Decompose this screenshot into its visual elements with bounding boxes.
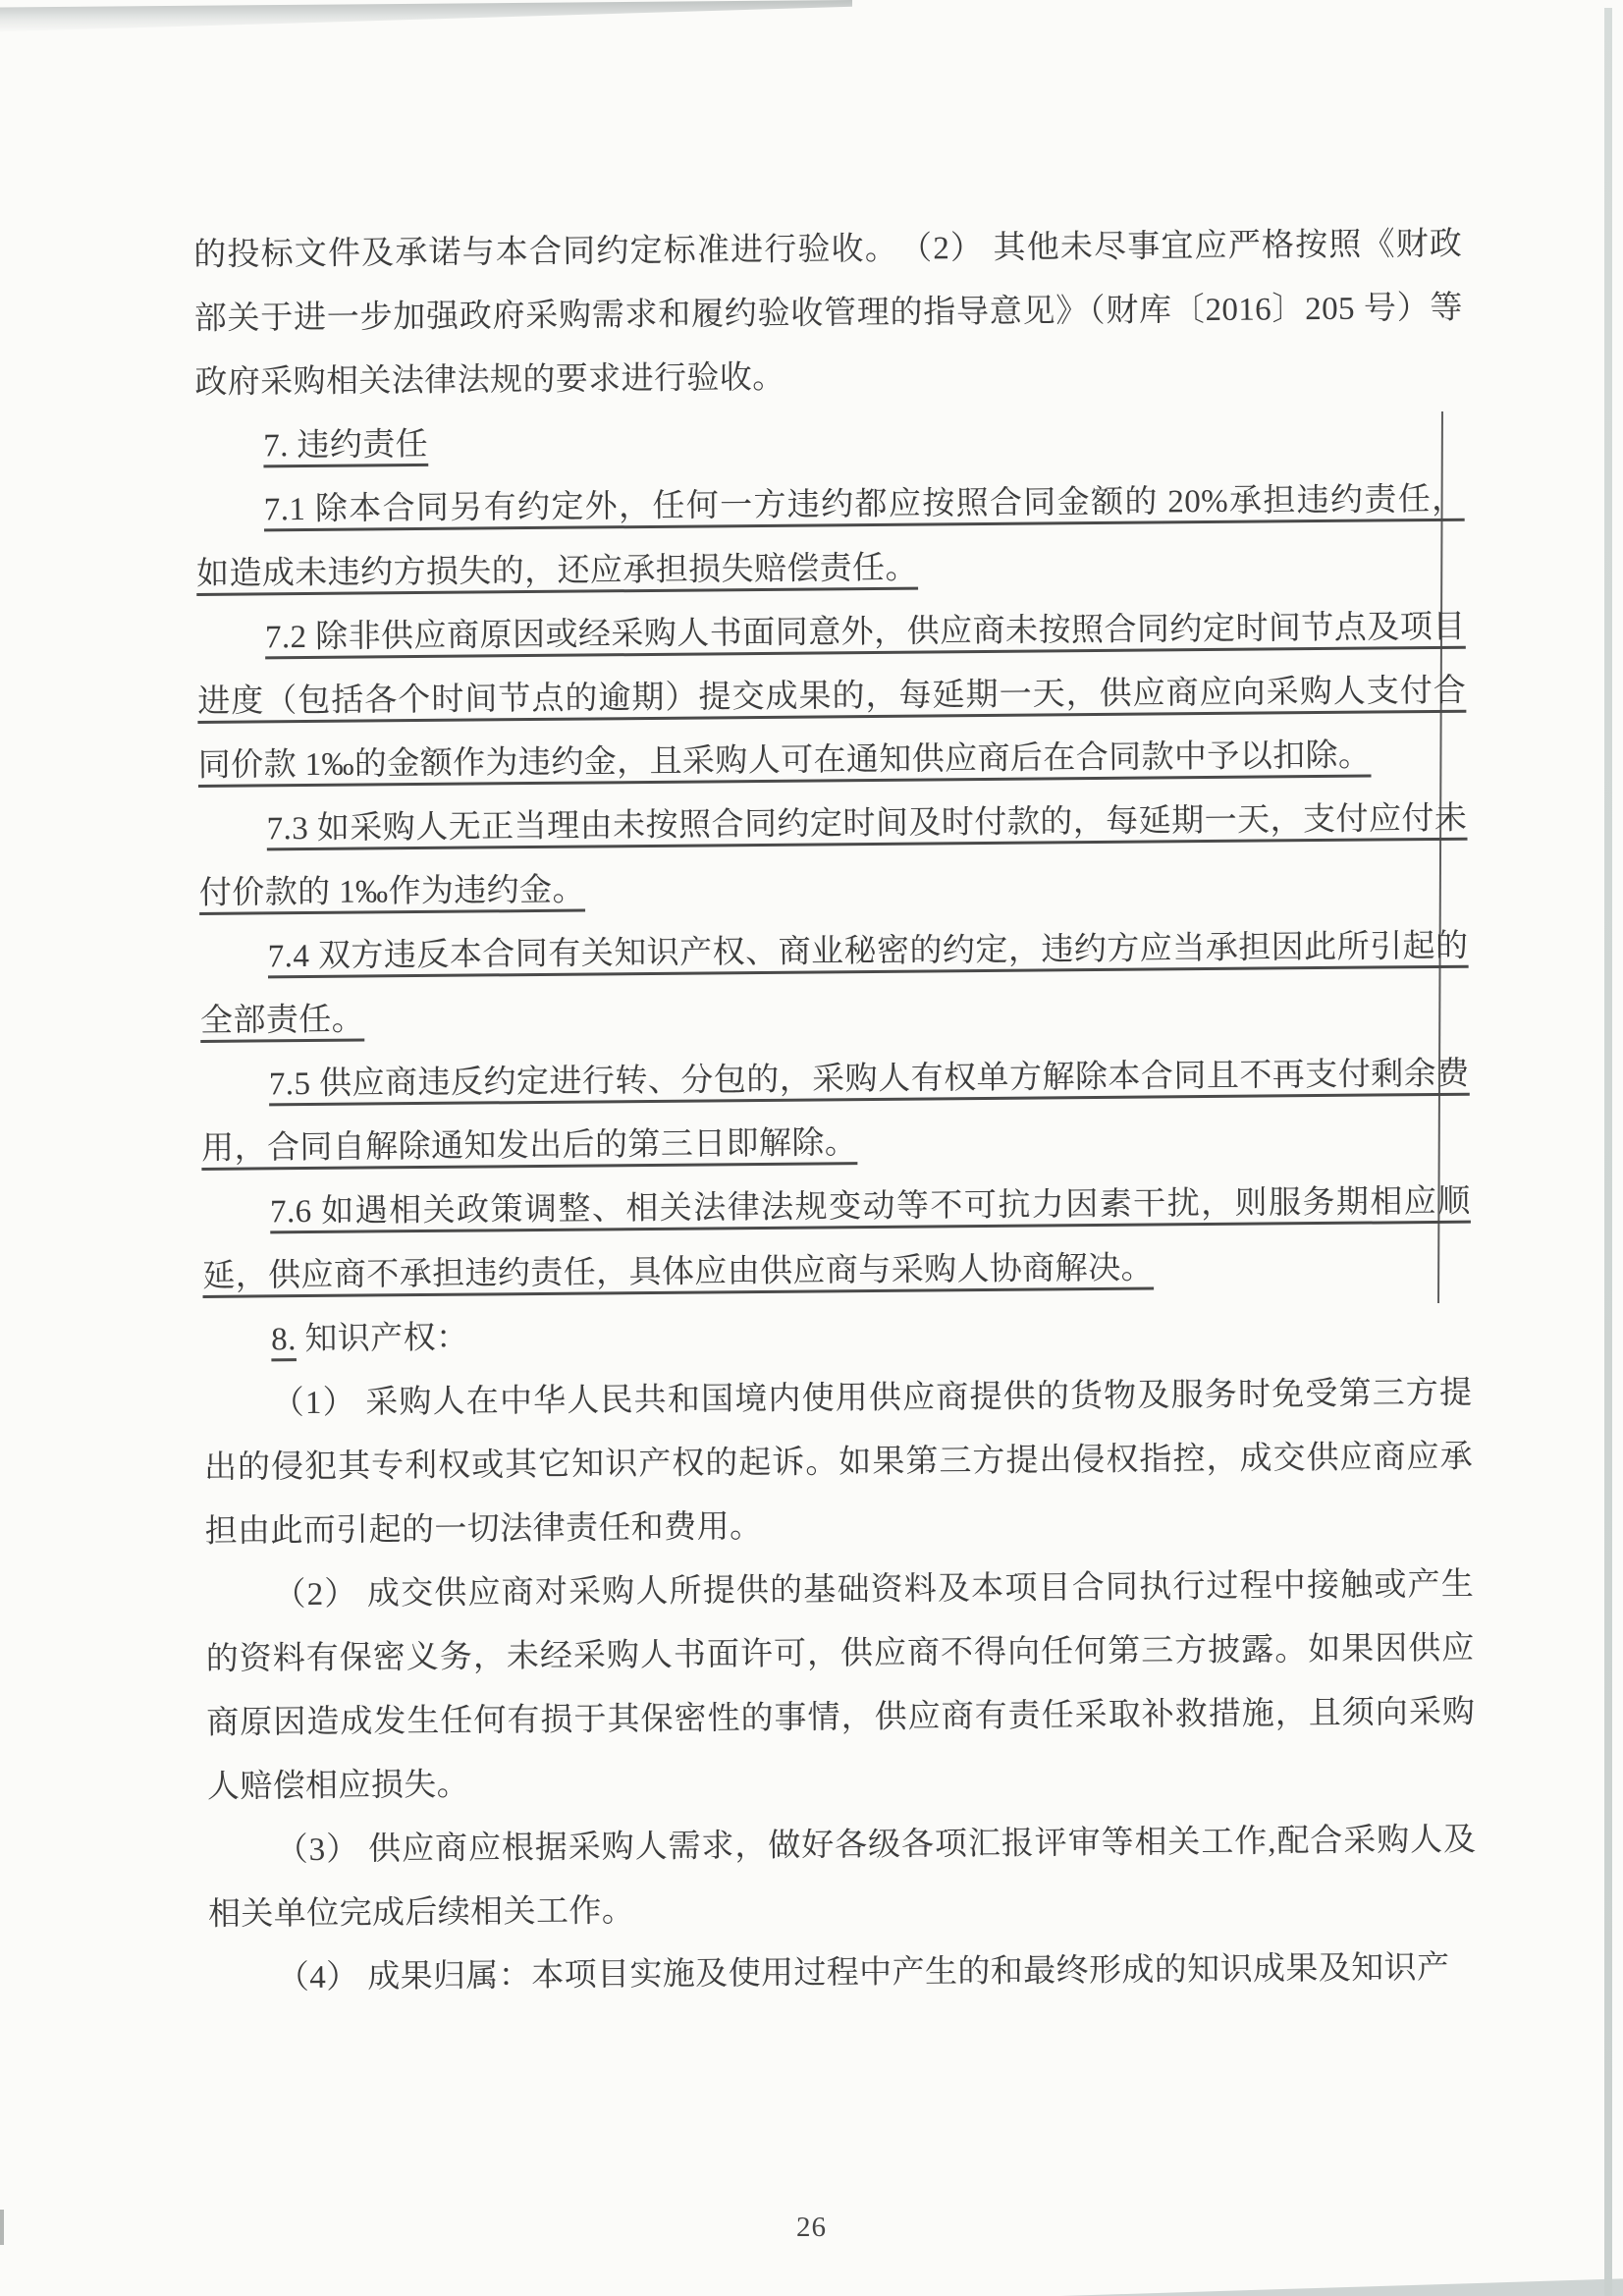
clause-7-3: 7.3 如采购人无正当理由未按照合同约定时间及时付款的，每延期一天，支付应付未付价款的 1‰作为违约金。 bbox=[198, 800, 1468, 911]
clause-ipr-2: （2） 成交供应商对采购人所提供的基础资料及本项目合同执行过程中接触或产生的资料有保密义务，未经采购人书面许可，供应商不得向任何第三方披露。如果因供应商原因造成发生任何有损于其保密性的事情，供应商有责任采取补救措施，且须向采购人赔偿相应损失。 bbox=[205, 1566, 1476, 1805]
heading-breach-liability: 7. 违约责任 bbox=[263, 426, 429, 465]
scan-artifact-bottom-edge bbox=[1060, 2276, 1623, 2296]
document-content bbox=[193, 213, 1478, 2011]
ipr-heading-label: 知识产权： bbox=[296, 1320, 469, 1358]
scan-artifact-top-edge bbox=[0, 0, 852, 33]
clause-7-6: 7.6 如遇相关政策调整、相关法律法规变动等不可抗力因素干扰，则服务期相应顺延，供应商不承担违约责任，具体应由供应商与采购人协商解决。 bbox=[202, 1183, 1471, 1294]
clause-7-4: 7.4 双方违反本合同有关知识产权、商业秘密的约定，违约方应当承担因此所引起的全部责任。 bbox=[199, 928, 1469, 1039]
clause-ipr-4: （4） 成果归属：本项目实施及使用过程中产生的和最终形成的知识成果及知识产 bbox=[276, 1949, 1450, 1996]
ipr-heading-number: 8. bbox=[271, 1322, 297, 1358]
clause-ipr-1: （1） 采购人在中华人民共和国境内使用供应商提供的货物及服务时免受第三方提出的侵犯其专利权或其它知识产权的起诉。如果第三方提出侵权指控，成交供应商应承担由此而引起的一切法律责任和费用。 bbox=[203, 1375, 1474, 1550]
scan-artifact-right-edge bbox=[1604, 8, 1612, 2296]
clause-ipr-3: （3） 供应商应根据采购人需求，做好各级各项汇报评审等相关工作,配合采购人及相关单位完成后续相关工作。 bbox=[207, 1822, 1477, 1933]
clause-7-5: 7.5 供应商违反约定进行转、分包的，采购人有权单方解除本合同且不再支付剩余费用，合同自解除通知发出后的第三日即解除。 bbox=[201, 1056, 1470, 1167]
heading-intellectual-property bbox=[203, 1298, 1473, 1373]
paragraph-acceptance-rules: 的投标文件及承诺与本合同约定标准进行验收。 （2） 其他未尽事宜应严格按照《财政部关于进一步加强政府采购需求和履约验收管理的指导意见》（财库〔2016〕205 号）等政府采购相关法律法规的要求进行验收。 bbox=[193, 226, 1463, 401]
clause-7-2: 7.2 除非供应商原因或经采购人书面同意外，供应商未按照合同约定时间节点及项目进度（包括各个时间节点的逾期）提交成果的，每延期一天，供应商应向采购人支付合同价款 1‰的金额作为违约金，且采购人可在通知供应商后在合同款中予以扣除。 bbox=[197, 609, 1467, 784]
page-number: 26 bbox=[796, 2212, 827, 2243]
clause-7-1: 7.1 除本合同另有约定外，任何一方违约都应按照合同金额的 20%承担违约责任，如造成未违约方损失的，还应承担损失赔偿责任。 bbox=[195, 481, 1465, 592]
